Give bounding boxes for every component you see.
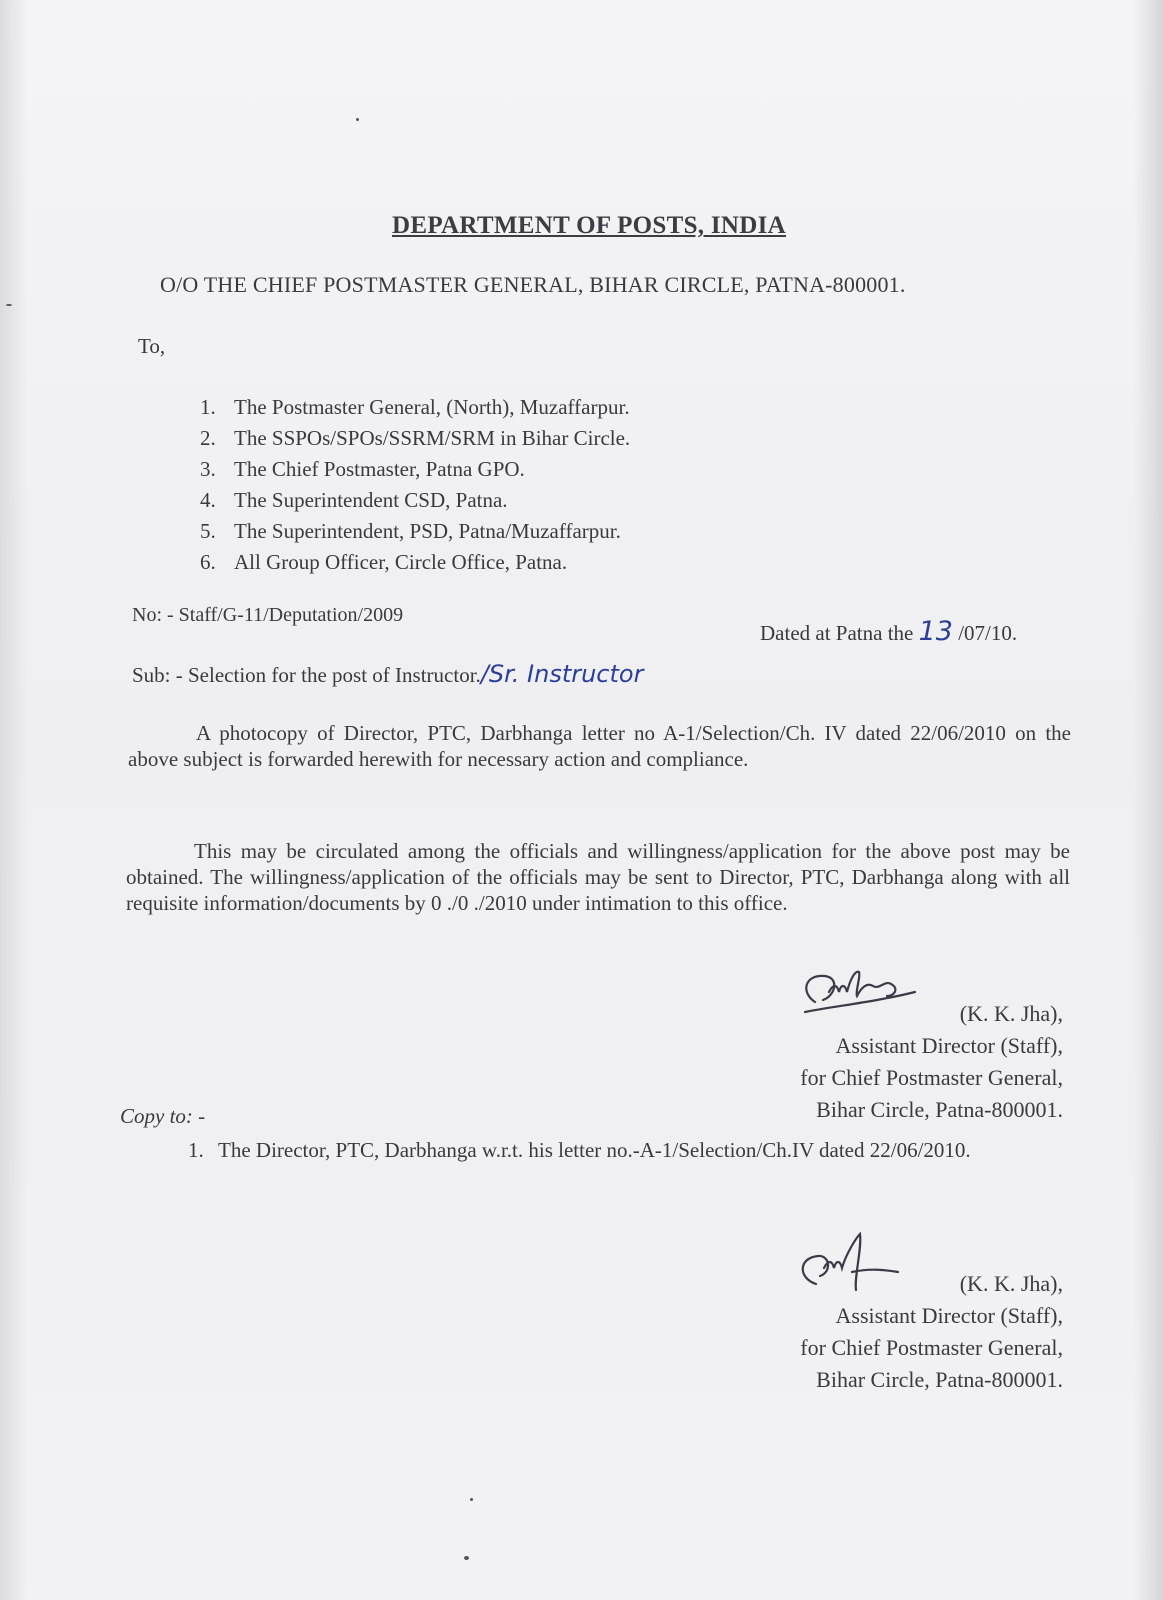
handwritten-subject-note: /Sr. Instructor bbox=[480, 660, 644, 688]
addressee-item: 5. The Superintendent, PSD, Patna/Muzaffarpur. bbox=[200, 519, 621, 543]
subject-line: Sub: - Selection for the post of Instructor./Sr. Instructor bbox=[132, 660, 644, 688]
addressee-item: 1. The Postmaster General, (North), Muzaffarpur. bbox=[200, 395, 630, 419]
signature-block-copy bbox=[700, 1268, 1063, 1396]
addressee-item: 3. The Chief Postmaster, Patna GPO. bbox=[200, 457, 525, 481]
signatory-office: Bihar Circle, Patna-800001. bbox=[816, 1097, 1063, 1122]
reference-number: No: - Staff/G-11/Deputation/2009 bbox=[132, 604, 404, 626]
copy-to-label: Copy to: - bbox=[120, 1104, 206, 1128]
dated-line: Dated at Patna the 13 /07/10. bbox=[760, 616, 1018, 647]
office-line: O/O THE CHIEF POSTMASTER GENERAL, BIHAR CIRCLE, PATNA-800001. bbox=[160, 272, 906, 297]
addressee-list bbox=[200, 392, 630, 578]
signatory-name: (K. K. Jha), bbox=[959, 1271, 1063, 1296]
handwritten-day: 13 bbox=[918, 616, 953, 647]
body-paragraph-1: A photocopy of Director, PTC, Darbhanga letter no A-1/Selection/Ch. IV dated 22/06/2010 on the above subject is forwarded herewith for necessary action and compliance. bbox=[128, 721, 1071, 771]
signatory-for-line: for Chief Postmaster General, bbox=[800, 1065, 1063, 1090]
to-label: To, bbox=[138, 334, 166, 358]
copy-to-list bbox=[188, 1136, 1064, 1164]
paper-speck bbox=[6, 304, 12, 306]
addressee-item: 6. All Group Officer, Circle Office, Patna. bbox=[200, 550, 568, 574]
signatory-for-line: for Chief Postmaster General, bbox=[800, 1335, 1063, 1360]
paper-speck bbox=[464, 1556, 469, 1560]
paper-speck bbox=[470, 1498, 473, 1501]
department-title: DEPARTMENT OF POSTS, INDIA bbox=[392, 212, 787, 239]
addressee-item: 4. The Superintendent CSD, Patna. bbox=[200, 488, 508, 512]
signatory-name: (K. K. Jha), bbox=[959, 1001, 1063, 1026]
paper-speck bbox=[356, 118, 359, 121]
signatory-office: Bihar Circle, Patna-800001. bbox=[816, 1367, 1063, 1392]
signatory-designation: Assistant Director (Staff), bbox=[835, 1033, 1063, 1058]
addressee-item: 2. The SSPOs/SPOs/SSRM/SRM in Bihar Circle. bbox=[200, 426, 631, 450]
signatory-designation: Assistant Director (Staff), bbox=[835, 1303, 1063, 1328]
body-paragraph-2: This may be circulated among the officials and willingness/application for the above post may be obtained. The willingness/application of the officials may be sent to Director, PTC, Darbhanga along with all requisite information/documents by 0 ./0 ./2010 under intimation to this office. bbox=[126, 839, 1070, 915]
signature-block bbox=[700, 998, 1063, 1126]
copy-to-item: 1. The Director, PTC, Darbhanga w.r.t. his letter no.-A-1/Selection/Ch.IV dated 22/06/2010. bbox=[188, 1138, 971, 1162]
